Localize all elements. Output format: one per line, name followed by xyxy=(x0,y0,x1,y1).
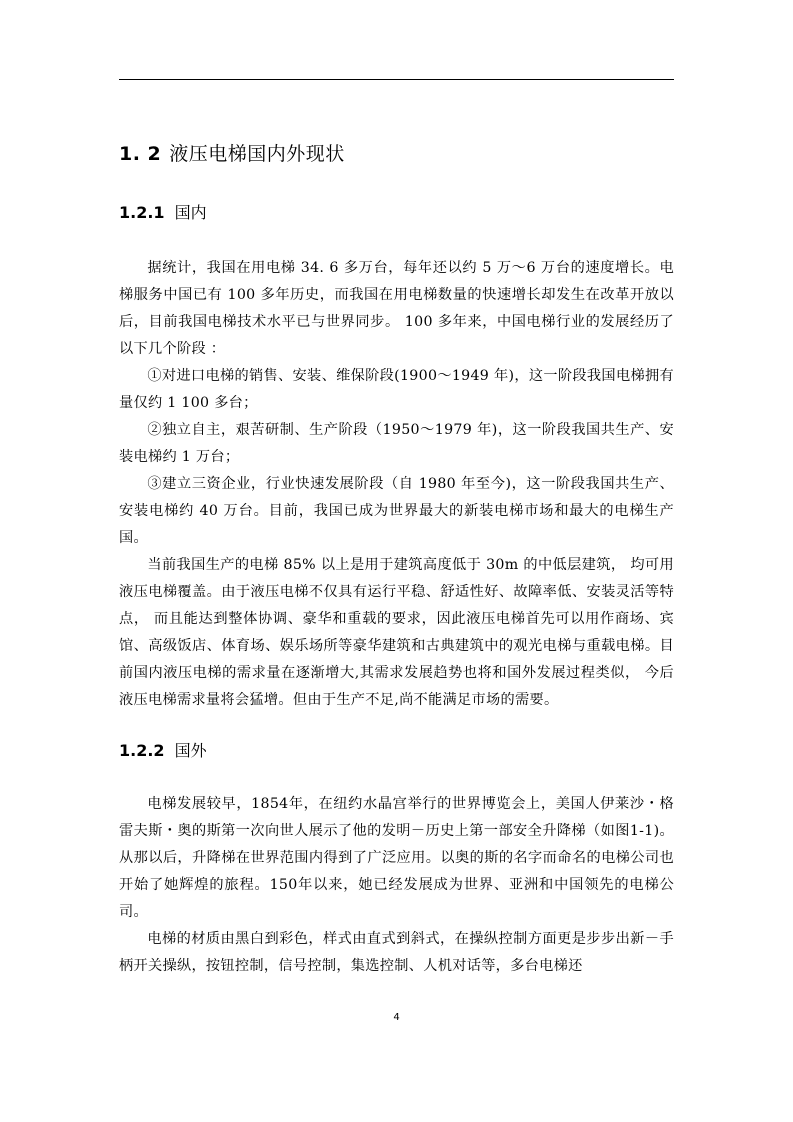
page-content xyxy=(119,140,674,980)
paragraph: 电梯发展较早，1854年，在纽约水晶宫举行的世界博览会上，美国人伊莱沙・格雷夫斯・奥的斯第一次向世人展示了他的发明－历史上第一部安全升降梯（如图1-1)。从那以后，升降梯在世界范围内得到了广泛应用。以奥的斯的名字而命名的电梯公司也开始了她辉煌的旅程。150年以来，她已经发展成为世界、亚洲和中国领先的电梯公司。 xyxy=(119,796,674,920)
paragraph: 电梯的材质由黑白到彩色，样式由直式到斜式，在操纵控制方面更是步步出新－手柄开关操纵，按钮控制，信号控制，集选控制、人机对话等，多台电梯还 xyxy=(119,931,674,974)
subsection-heading-abroad xyxy=(119,738,674,764)
subsection-title: 国内 xyxy=(174,203,207,222)
paragraph: 据统计，我国在用电梯 34. 6 多万台，每年还以约 5 万～6 万台的速度增长。电梯服务中国已有 100 多年历史，而我国在用电梯数量的快速增长却发生在改革开放以后，目前我国电梯技术水平已与世界同步。 100 多年来，中国电梯行业的发展经历了以下几个阶段 ： xyxy=(119,260,674,357)
domestic-body xyxy=(119,255,674,714)
subsection-number: 1.2.2 xyxy=(119,741,165,760)
page-number: 4 xyxy=(393,1012,400,1023)
abroad-body xyxy=(119,791,674,980)
header-rule xyxy=(119,79,674,80)
paragraph: 当前我国生产的电梯 85% 以上是用于建筑高度低于 30m 的中低层建筑， 均可用液压电梯覆盖。由于液压电梯不仅具有运行平稳、舒适性好、故障率低、安装灵活等特点， 而且能达到整体协调、豪华和重载的要求，因此液压电梯首先可以用作商场、宾馆、高级饭店、体育场、娱乐场所等豪华建筑和古典建筑中的观光电梯与重载电梯。目前国内液压电梯的需求量在逐渐增大,其需求发展趋势也将和国外发展过程类似， 今后液压电梯需求量将会猛增。但由于生产不足,尚不能满足市场的需要。 xyxy=(119,557,674,708)
subsection-number: 1.2.1 xyxy=(119,203,165,222)
section-number: 1. 2 xyxy=(119,143,162,165)
paragraph: ②独立自主，艰苦研制、生产阶段（1950～1979 年)，这一阶段我国共生产、安装电梯约 1 万台； xyxy=(119,422,674,465)
section-title: 液压电梯国内外现状 xyxy=(169,143,345,165)
paragraph: ①对进口电梯的销售、安装、维保阶段(1900～1949 年)，这一阶段我国电梯拥有量仅约 1 100 多台； xyxy=(119,368,674,411)
section-heading xyxy=(119,140,674,168)
paragraph: ③建立三资企业，行业快速发展阶段（自 1980 年至今)，这一阶段我国共生产、安装电梯约 40 万台。目前，我国已成为世界最大的新装电梯市场和最大的电梯生产国。 xyxy=(119,476,674,546)
subsection-heading-domestic xyxy=(119,200,674,226)
subsection-title: 国外 xyxy=(174,741,207,760)
